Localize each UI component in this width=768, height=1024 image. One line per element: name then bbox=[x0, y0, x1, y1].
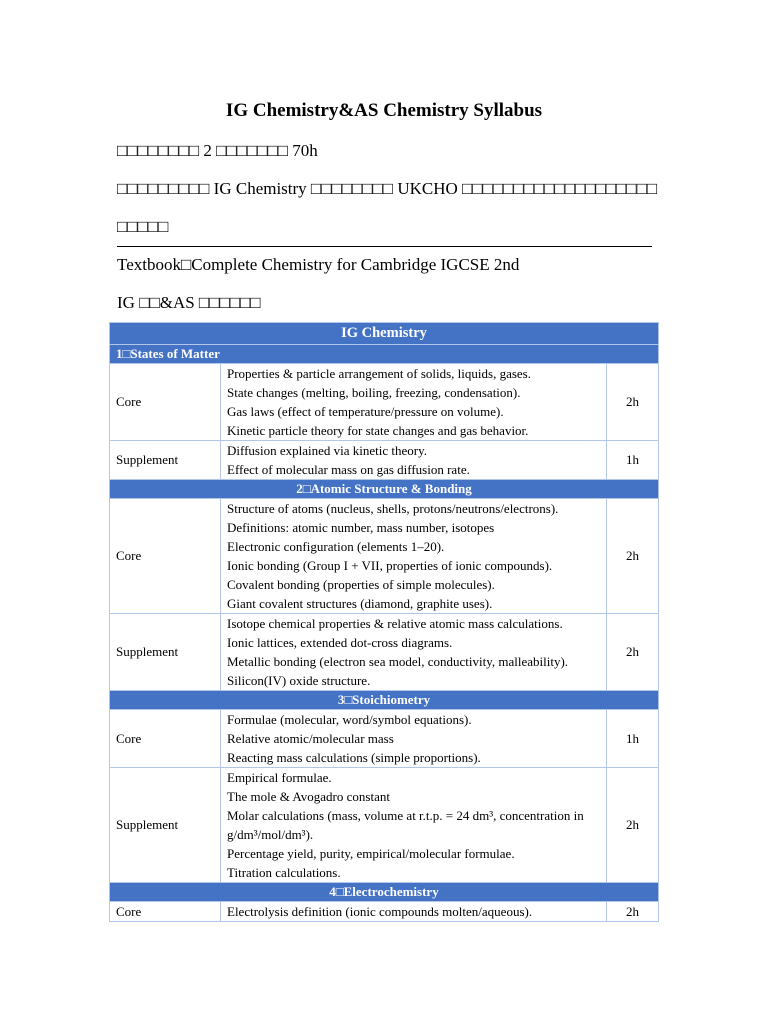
topics-cell bbox=[221, 364, 607, 441]
level-cell: Core bbox=[110, 499, 221, 614]
hours-cell: 2h bbox=[606, 364, 658, 441]
topic-item: Kinetic particle theory for state changes and gas behavior. bbox=[227, 423, 529, 438]
topic-item: Formulae (molecular, word/symbol equations). bbox=[227, 712, 472, 727]
table-row bbox=[110, 441, 659, 480]
topics-cell bbox=[221, 441, 607, 480]
table-header-row bbox=[110, 323, 659, 345]
topic-item: Reacting mass calculations (simple proportions). bbox=[227, 750, 481, 765]
topic-item: Percentage yield, purity, empirical/molecular formulae. bbox=[227, 846, 515, 861]
topic-item: Electronic configuration (elements 1–20). bbox=[227, 539, 445, 554]
hours-cell: 2h bbox=[606, 499, 658, 614]
topics-cell bbox=[221, 768, 607, 883]
topic-item: Diffusion explained via kinetic theory. bbox=[227, 443, 428, 458]
section-header-row bbox=[110, 345, 659, 364]
topic-item: Silicon(IV) oxide structure. bbox=[227, 673, 371, 688]
level-cell: Supplement bbox=[110, 441, 221, 480]
intro-line-2: □□□□□□□□□ IG Chemistry □□□□□□□□ UKCHO □□□□□□□□□□□□□□□□□□□ bbox=[117, 179, 658, 198]
level-cell: Supplement bbox=[110, 614, 221, 691]
table-row bbox=[110, 614, 659, 691]
topic-item: Empirical formulae. bbox=[227, 770, 332, 785]
hours-cell: 2h bbox=[606, 768, 658, 883]
table-header: IG Chemistry bbox=[110, 323, 659, 345]
section-title: 3□Stoichiometry bbox=[110, 691, 659, 710]
hours-cell: 1h bbox=[606, 710, 658, 768]
topic-item: Ionic lattices, extended dot-cross diagrams. bbox=[227, 635, 453, 650]
topic-item: State changes (melting, boiling, freezing, condensation). bbox=[227, 385, 521, 400]
topics-cell bbox=[221, 902, 607, 922]
topic-item: Definitions: atomic number, mass number, isotopes bbox=[227, 520, 495, 535]
level-cell: Core bbox=[110, 364, 221, 441]
syllabus-subheading: IG □□&AS □□□□□□ bbox=[117, 293, 261, 312]
topics-cell bbox=[221, 499, 607, 614]
topic-item: Ionic bonding (Group I + VII, properties of ionic compounds). bbox=[227, 558, 553, 573]
section-title: 2□Atomic Structure & Bonding bbox=[110, 480, 659, 499]
topic-item: Covalent bonding (properties of simple molecules). bbox=[227, 577, 495, 592]
topic-item: Gas laws (effect of temperature/pressure on volume). bbox=[227, 404, 504, 419]
table-row bbox=[110, 364, 659, 441]
level-cell: Core bbox=[110, 710, 221, 768]
topic-item: Titration calculations. bbox=[227, 865, 341, 880]
table-row bbox=[110, 710, 659, 768]
topic-item: Giant covalent structures (diamond, graphite uses). bbox=[227, 596, 493, 611]
section-header-row bbox=[110, 883, 659, 902]
hours-cell: 2h bbox=[606, 902, 658, 922]
section-title: 1□States of Matter bbox=[110, 345, 659, 364]
level-cell: Supplement bbox=[110, 768, 221, 883]
topics-cell bbox=[221, 710, 607, 768]
horizontal-rule bbox=[117, 246, 652, 247]
intro-line-1: □□□□□□□□ 2 □□□□□□□ 70h bbox=[117, 141, 318, 160]
table-row bbox=[110, 499, 659, 614]
topic-item: Structure of atoms (nucleus, shells, protons/neutrons/electrons). bbox=[227, 501, 559, 516]
topics-cell bbox=[221, 614, 607, 691]
table-row bbox=[110, 768, 659, 883]
syllabus-table bbox=[109, 322, 659, 922]
document-title: IG Chemistry&AS Chemistry Syllabus bbox=[225, 100, 543, 121]
topic-item: The mole & Avogadro constant bbox=[227, 789, 390, 804]
topic-item: Effect of molecular mass on gas diffusion rate. bbox=[227, 462, 470, 477]
topic-item: Isotope chemical properties & relative atomic mass calculations. bbox=[227, 616, 563, 631]
topic-item: Molar calculations (mass, volume at r.t.p. = 24 dm³, concentration in g/dm³/mol/dm³). bbox=[227, 808, 584, 842]
topic-item: Electrolysis definition (ionic compounds molten/aqueous). bbox=[227, 904, 533, 919]
hours-cell: 2h bbox=[606, 614, 658, 691]
level-cell: Core bbox=[110, 902, 221, 922]
topic-item: Metallic bonding (electron sea model, conductivity, malleability). bbox=[227, 654, 569, 669]
section-header-row bbox=[110, 480, 659, 499]
textbook-line: Textbook□Complete Chemistry for Cambridge IGCSE 2nd bbox=[117, 255, 520, 274]
section-title: 4□Electrochemistry bbox=[110, 883, 659, 902]
topic-item: Properties & particle arrangement of solids, liquids, gases. bbox=[227, 366, 531, 381]
table-row bbox=[110, 902, 659, 922]
intro-line-3: □□□□□ bbox=[117, 217, 169, 236]
section-header-row bbox=[110, 691, 659, 710]
topic-item: Relative atomic/molecular mass bbox=[227, 731, 394, 746]
hours-cell: 1h bbox=[606, 441, 658, 480]
